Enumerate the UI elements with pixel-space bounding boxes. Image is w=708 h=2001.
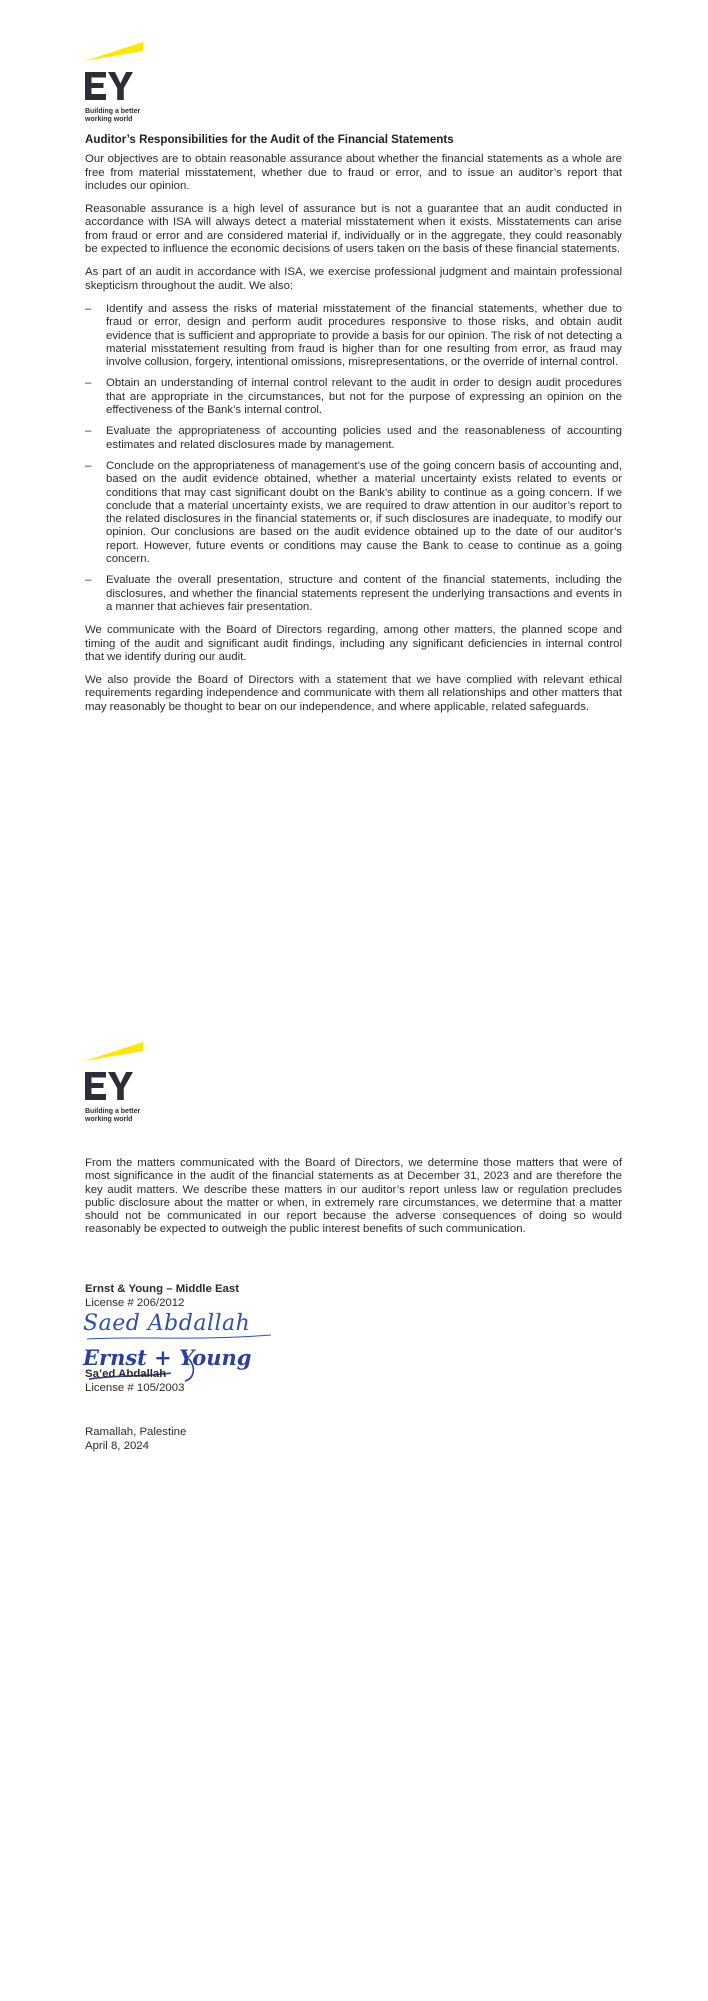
list-item-text: Conclude on the appropriateness of management’s use of the going concern basis of accounting and, based on the audit evidence obtained, whether a material uncertainty exists related to events or conditions that may cast significant doubt on the Bank’s ability to continue as a going concern. If we conclude that a material uncertainty exists, we are required to draw attention in our auditor’s report to the related disclosures in the financial statements or, if such disclosures are inadequate, to modify our opinion. Our conclusions are based on the audit evidence obtained up to the date of our auditor’s report. However, future events or conditions may cause the Bank to cease to continue as a going concern. — [106, 459, 622, 566]
procedures-list — [85, 303, 622, 614]
list-item — [85, 460, 622, 566]
responsibilities-section — [85, 133, 622, 724]
dash-bullet: – — [85, 377, 92, 390]
section-heading: Auditor’s Responsibilities for the Audit of the Financial Statements — [85, 133, 454, 146]
list-item-text: Obtain an understanding of internal control relevant to the audit in order to design audit procedures that are appropriate in the circumstances, but not for the purpose of expressing an opinion on the effectiveness of the Bank’s internal control. — [106, 377, 622, 417]
partner-name: Sa’ed Abdallah — [85, 1368, 167, 1380]
list-item-text: Identify and assess the risks of material misstatement of the financial statements, whether due to fraud or error, design and perform audit procedures responsive to those risks, and obtain audit evidence that is sufficient and appropriate to provide a basis for our opinion. The risk of not detecting a material misstatement resulting from fraud is higher than for one resulting from error, as fraud may involve collusion, forgery, intentional omissions, misrepresentations, or the override of internal control. — [106, 302, 622, 369]
list-item — [85, 377, 622, 417]
report-location: Ramallah, Palestine — [85, 1426, 187, 1438]
paragraph: As part of an audit in accordance with ISA, we exercise professional judgment and maintain professional skepticism throughout the audit. We also: — [85, 266, 622, 292]
handwritten-signature-saed: Saed Abdallah — [83, 1311, 251, 1336]
dash-bullet: – — [85, 459, 92, 472]
report-page-1 — [0, 0, 708, 1000]
list-item-text: Evaluate the overall presentation, structure and content of the financial statements, including the disclosures, and whether the financial statements represent the underlying transactions and events in a manner that achieves fair presentation. — [106, 574, 622, 613]
list-item — [85, 425, 622, 452]
paragraph: We communicate with the Board of Directors regarding, among other matters, the planned scope and timing of the audit and significant audit findings, including any significant deficiencies in internal control that we identify during our audit. — [85, 624, 622, 663]
firm-license: License # 206/2012 — [85, 1297, 185, 1309]
paragraph: We also provide the Board of Directors with a statement that we have complied with relevant ethical requirements regarding independence and communicate with them all relationships and other matters that may reasonably be thought to bear on our independence, and where applicable, related safeguards. — [85, 674, 622, 713]
paragraph: Reasonable assurance is a high level of assurance but is not a guarantee that an audit conducted in accordance with ISA will always detect a material misstatement when it exists. Misstatements can arise from fraud or error and are considered material if, individually or in the aggregate, they could reasonably be expected to influence the economic decisions of users taken on the basis of these financial statements. — [85, 203, 622, 256]
firm-name: Ernst & Young – Middle East — [85, 1283, 240, 1295]
partner-license: License # 105/2003 — [85, 1382, 185, 1394]
ey-beam-icon — [85, 1042, 143, 1061]
dash-bullet: – — [85, 574, 92, 587]
ey-logo — [85, 1042, 149, 1130]
report-date: April 8, 2024 — [85, 1440, 149, 1452]
report-page-2 — [0, 1000, 708, 2001]
ey-logo-mark-icon — [85, 1042, 149, 1108]
paragraph: From the matters communicated with the Board of Directors, we determine those matters that were of most significance in the audit of the financial statements as at December 31, 2023 and are therefore the key audit matters. We describe these matters in our auditor’s report unless law or regulation precludes public disclosure about the matter or when, in extremely rare circumstances, we determine that a matter should not be communicated in our report because the adverse consequences of doing so would reasonably be expected to outweigh the public interest benefits of such communication. — [85, 1157, 622, 1236]
handwritten-signature-ernst-young: Ernst + Young — [83, 1345, 252, 1370]
ey-beam-icon — [85, 42, 143, 61]
signature-underline-icon — [85, 1333, 275, 1343]
key-audit-matters-paragraph — [85, 1157, 622, 1247]
ey-logo — [85, 42, 149, 130]
list-item — [85, 574, 622, 614]
ey-logo-mark-icon — [85, 42, 149, 108]
list-item — [85, 303, 622, 369]
dash-bullet: – — [85, 425, 92, 438]
logo-tagline: Building a better working world — [85, 108, 141, 123]
paragraph: Our objectives are to obtain reasonable assurance about whether the financial statements as a whole are free from material misstatement, whether due to fraud or error, and to issue an auditor’s report that includes our opinion. — [85, 153, 622, 192]
dash-bullet: – — [85, 302, 92, 315]
list-item-text: Evaluate the appropriateness of accounting policies used and the reasonableness of accounting estimates and related disclosures made by management. — [106, 425, 622, 451]
signature-block — [85, 1283, 485, 1483]
logo-tagline: Building a better working world — [85, 1108, 141, 1123]
